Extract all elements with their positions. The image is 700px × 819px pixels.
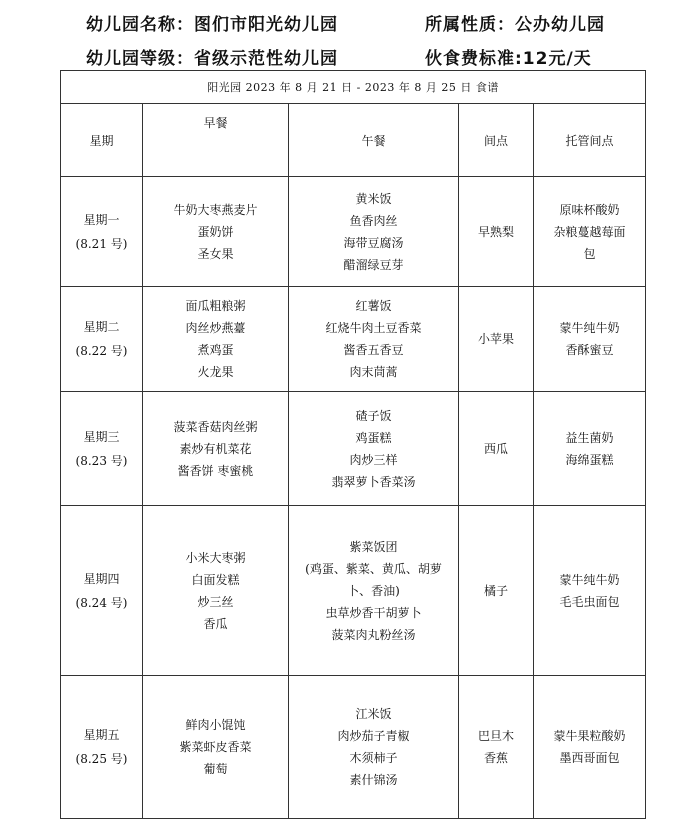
- menu-item: 小苹果: [477, 332, 514, 346]
- menu-item: 酱香饼 枣蜜桃: [177, 463, 254, 478]
- menu-item: 素炒有机菜花: [179, 441, 252, 456]
- breakfast-cell: [143, 506, 289, 676]
- kindergarten-name: 幼儿园名称：图们市阳光幼儿园: [86, 15, 338, 35]
- menu-item: 香酥蜜豆: [565, 343, 614, 357]
- menu-item: 蒙牛纯牛奶: [559, 572, 620, 587]
- table-row: [61, 676, 646, 819]
- care-snack-cell: [534, 177, 646, 287]
- day-cell: [61, 392, 143, 506]
- lunch-cell: [289, 506, 459, 676]
- day-name: 星期一: [83, 212, 120, 227]
- menu-item: 酱香五香豆: [343, 343, 404, 357]
- menu-item: 翡翠萝卜香菜汤: [331, 474, 416, 489]
- column-header-lunch: 午餐: [289, 104, 459, 177]
- menu-body: [61, 177, 646, 819]
- care-snack-cell: [534, 676, 646, 819]
- snack-cell: [459, 506, 534, 676]
- menu-item: 肉丝炒燕薹: [185, 321, 246, 335]
- menu-item: 炒三丝: [197, 594, 234, 609]
- menu-item: 红烧牛肉土豆香菜: [325, 321, 422, 335]
- snack-cell: [459, 177, 534, 287]
- menu-item: 肉炒三样: [349, 452, 398, 467]
- menu-item: 蒙牛果粒酸奶: [553, 729, 626, 743]
- breakfast-cell: [143, 392, 289, 506]
- lunch-cell: [289, 676, 459, 819]
- breakfast-cell: [143, 177, 289, 287]
- day-date: (8.25 号): [75, 752, 128, 766]
- menu-item: 鲜肉小馄饨: [185, 718, 246, 732]
- lunch-cell: [289, 392, 459, 506]
- menu-item: 墨西哥面包: [559, 751, 620, 765]
- menu-item: 鱼香肉丝: [349, 213, 398, 228]
- day-cell: [61, 676, 143, 819]
- menu-item: 木须柿子: [349, 751, 398, 765]
- day-name: 星期三: [83, 429, 120, 444]
- menu-item: 益生菌奶: [565, 430, 614, 445]
- meal-fee-standard: 伙食费标准:12元/天: [425, 49, 592, 69]
- table-row: [61, 392, 646, 506]
- menu-item: 卜、香油): [347, 583, 400, 598]
- table-row: [61, 177, 646, 287]
- menu-caption: 阳光园 2023 年 8 月 21 日 - 2023 年 8 月 25 日 食谱: [61, 71, 646, 104]
- menu-item: 白面发糕: [191, 572, 240, 587]
- day-name: 星期二: [83, 320, 120, 334]
- kindergarten-level: 幼儿园等级：省级示范性幼儿园: [86, 49, 338, 69]
- menu-item: 蒙牛纯牛奶: [559, 321, 620, 335]
- menu-item: 小米大枣粥: [185, 550, 246, 565]
- menu-item: 肉末茼蒿: [349, 365, 398, 379]
- menu-item: 菠菜肉丸粉丝汤: [331, 627, 416, 642]
- menu-item: 蛋奶饼: [197, 224, 234, 239]
- menu-item: 包: [583, 246, 596, 261]
- day-date: (8.22 号): [75, 344, 128, 358]
- menu-item: 醋溜绿豆芽: [343, 257, 404, 272]
- snack-cell: [459, 392, 534, 506]
- menu-item: 海绵蛋糕: [565, 452, 614, 467]
- menu-item: 煮鸡蛋: [197, 343, 234, 357]
- day-date: (8.21 号): [75, 236, 128, 251]
- table-row: [61, 506, 646, 676]
- care-snack-cell: [534, 287, 646, 392]
- day-date: (8.23 号): [75, 453, 128, 468]
- column-header-care-snack: 托管间点: [534, 104, 646, 177]
- menu-item: 肉炒茄子青椒: [337, 729, 410, 743]
- menu-item: 毛毛虫面包: [559, 594, 620, 609]
- day-name: 星期四: [83, 571, 120, 586]
- menu-item: 橘子: [483, 583, 508, 598]
- column-header-snack: 间点: [459, 104, 534, 177]
- menu-item: 黄米饭: [355, 191, 392, 206]
- menu-item: 原味杯酸奶: [559, 202, 620, 217]
- breakfast-cell: [143, 287, 289, 392]
- menu-item: 香瓜: [203, 616, 228, 631]
- menu-item: 菠菜香菇肉丝粥: [173, 419, 258, 434]
- lunch-cell: [289, 177, 459, 287]
- day-cell: [61, 506, 143, 676]
- menu-item: 红薯饭: [355, 299, 392, 313]
- day-cell: [61, 287, 143, 392]
- menu-item: 香蕉: [483, 751, 508, 765]
- table-row: [61, 287, 646, 392]
- menu-item: 巴旦木: [477, 729, 514, 743]
- column-header-weekday: 星期: [61, 104, 143, 177]
- menu-item: 圣女果: [197, 246, 234, 261]
- menu-item: 早熟梨: [477, 224, 514, 239]
- snack-cell: [459, 676, 534, 819]
- column-header-row: [61, 104, 646, 177]
- kindergarten-type: 所属性质：公办幼儿园: [425, 15, 605, 35]
- breakfast-cell: [143, 676, 289, 819]
- menu-item: 虫草炒香干胡萝卜: [325, 605, 422, 620]
- menu-item: 葡萄: [203, 762, 228, 776]
- lunch-cell: [289, 287, 459, 392]
- menu-item: 江米饭: [355, 707, 392, 721]
- snack-cell: [459, 287, 534, 392]
- menu-item: 牛奶大枣燕麦片: [173, 202, 258, 217]
- day-cell: [61, 177, 143, 287]
- weekly-menu-table: [60, 70, 646, 819]
- care-snack-cell: [534, 392, 646, 506]
- column-header-breakfast: 早餐: [143, 104, 289, 177]
- menu-item: 紫菜饭团: [349, 539, 398, 554]
- care-snack-cell: [534, 506, 646, 676]
- menu-item: 西瓜: [483, 441, 508, 456]
- menu-item: 杂粮蔓越莓面: [553, 224, 626, 239]
- menu-item: 素什锦汤: [349, 773, 398, 787]
- menu-item: 紫菜虾皮香菜: [179, 740, 252, 754]
- menu-item: 海带豆腐汤: [343, 235, 404, 250]
- menu-item: 鸡蛋糕: [355, 430, 392, 445]
- day-date: (8.24 号): [75, 595, 128, 610]
- menu-item: (鸡蛋、紫菜、黄瓜、胡萝: [305, 561, 442, 576]
- menu-item: 火龙果: [197, 365, 234, 379]
- day-name: 星期五: [83, 728, 120, 742]
- menu-item: 面瓜粗粮粥: [185, 299, 246, 313]
- menu-item: 碴子饭: [355, 408, 392, 423]
